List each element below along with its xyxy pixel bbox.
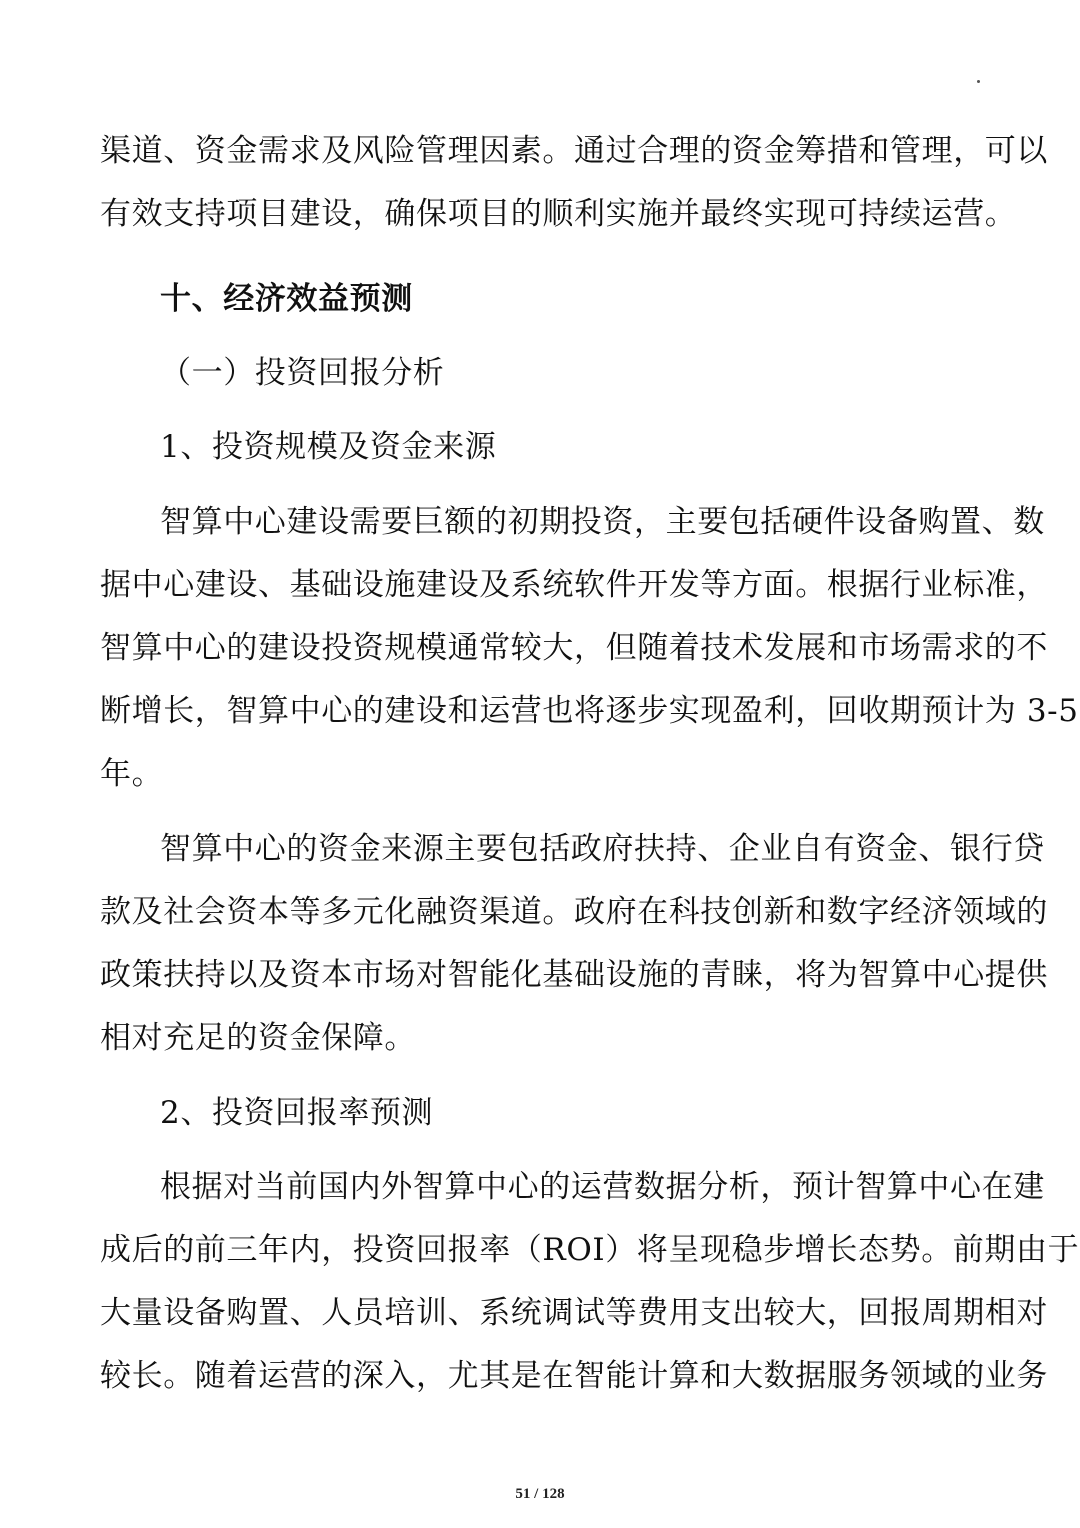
paragraph-line: 据中心建设、基础设施建设及系统软件开发等方面。根据行业标准， <box>100 567 1048 603</box>
paragraph-line: 年。 <box>100 756 164 792</box>
item-heading: 1、投资规模及资金来源 <box>160 429 497 465</box>
paragraph-line: 根据对当前国内外智算中心的运营数据分析，预计智算中心在建 <box>160 1169 1045 1205</box>
paragraph-line: 政策扶持以及资本市场对智能化基础设施的青睐，将为智算中心提供 <box>100 957 1048 993</box>
page-number: 51 / 128 <box>515 1486 565 1502</box>
paragraph-line: 成后的前三年内，投资回报率（ROI）将呈现稳步增长态势。前期由于 <box>100 1232 1080 1268</box>
paragraph-line: 较长。随着运营的深入，尤其是在智能计算和大数据服务领域的业务 <box>100 1358 1048 1394</box>
section-heading: 十、经济效益预测 <box>160 281 413 317</box>
paragraph-line: 智算中心的资金来源主要包括政府扶持、企业自有资金、银行贷 <box>160 831 1045 867</box>
item-heading: 2、投资回报率预测 <box>160 1095 434 1131</box>
paragraph-line: 渠道、资金需求及风险管理因素。通过合理的资金筹措和管理，可以 <box>100 133 1048 169</box>
paragraph-line: 智算中心建设需要巨额的初期投资，主要包括硬件设备购置、数 <box>160 504 1045 540</box>
paragraph-line: 相对充足的资金保障。 <box>100 1020 416 1056</box>
paragraph-line: 款及社会资本等多元化融资渠道。政府在科技创新和数字经济领域的 <box>100 894 1048 930</box>
paragraph-line: 大量设备购置、人员培训、系统调试等费用支出较大，回报周期相对 <box>100 1295 1048 1331</box>
paragraph-line: 有效支持项目建设，确保项目的顺利实施并最终实现可持续运营。 <box>100 196 1017 232</box>
paragraph-line: 智算中心的建设投资规模通常较大，但随着技术发展和市场需求的不 <box>100 630 1048 666</box>
corner-mark <box>977 80 980 83</box>
subsection-heading: （一）投资回报分析 <box>160 355 445 391</box>
paragraph-line: 断增长，智算中心的建设和运营也将逐步实现盈利，回收期预计为 3-5 <box>100 693 1079 729</box>
